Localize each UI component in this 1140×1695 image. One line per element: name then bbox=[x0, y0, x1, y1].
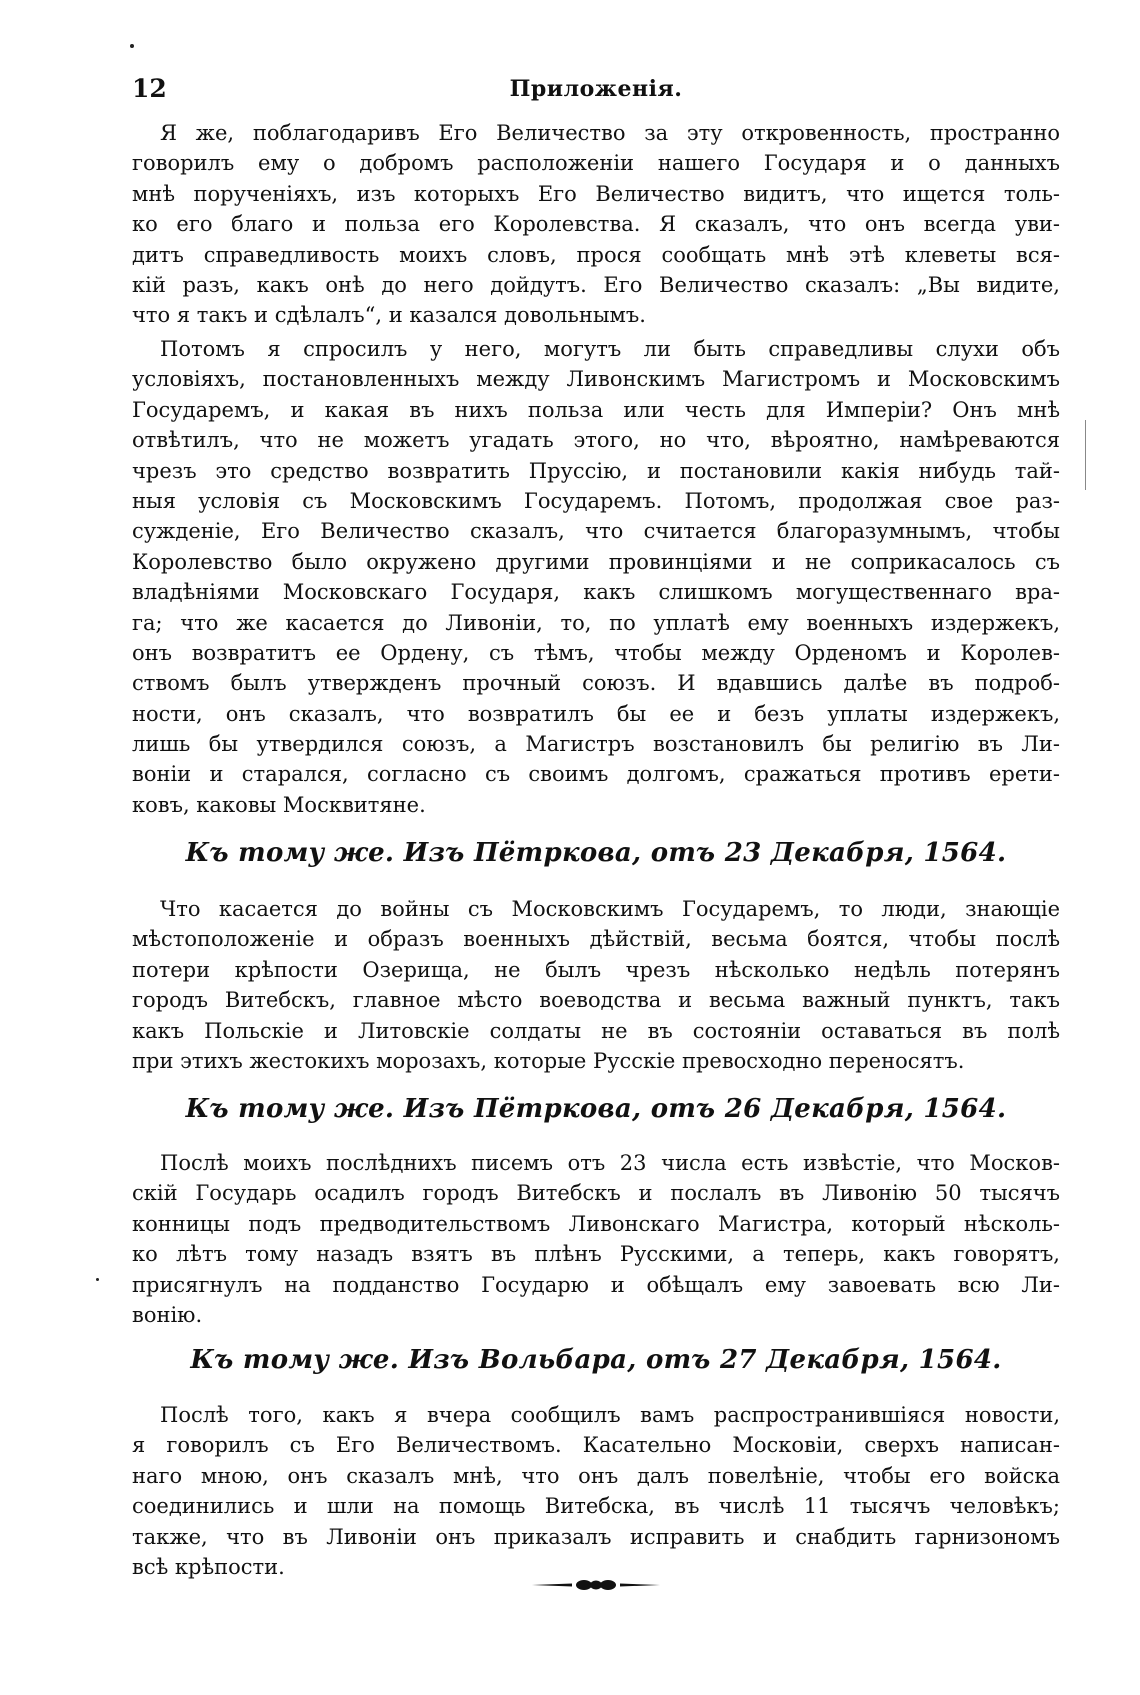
text-line: ковъ, каковы Москвитяне. bbox=[132, 792, 426, 817]
text-line: Потомъ я спросилъ у него, могутъ ли быть справедливы слухи объ bbox=[160, 337, 1060, 361]
text-line: потери крѣпости Озерища, не былъ чрезъ нѣсколько недѣль потерянъ bbox=[132, 957, 1060, 982]
section-body bbox=[132, 1148, 1060, 1330]
text-line: городъ Витебскъ, главное мѣсто воеводства и весьма важный пунктъ, такъ bbox=[132, 988, 1060, 1013]
text-line: какъ Польскіе и Литовскіе солдаты не въ состояніи оставаться въ полѣ bbox=[132, 1018, 1060, 1043]
text-line: я говорилъ съ Его Величествомъ. Касательно Московіи, сверхъ написан- bbox=[132, 1433, 1060, 1458]
text-line: при этихъ жестокихъ морозахъ, которые Русскіе превосходно переносятъ. bbox=[132, 1048, 965, 1073]
section-heading: Къ тому же. Изъ Пётркова, отъ 23 Декабря, 1564. bbox=[185, 838, 1007, 868]
text-line: скій Государь осадилъ городъ Витебскъ и послалъ въ Ливонію 50 тысячъ bbox=[132, 1181, 1060, 1206]
text-line: дитъ справедливость моихъ словъ, прося сообщать мнѣ этѣ клеветы вся- bbox=[132, 242, 1060, 267]
text-line: что я такъ и сдѣлалъ“, и казался довольнымъ. bbox=[132, 303, 646, 328]
text-line: мѣстоположеніе и образъ военныхъ дѣйствій, весьма боятся, чтобы послѣ bbox=[132, 927, 1060, 952]
text-line: отвѣтилъ, что не можетъ угадать этого, но что, вѣроятно, намѣреваются bbox=[132, 428, 1060, 453]
text-line: ныя условія съ Московскимъ Государемъ. Потомъ, продолжая свое раз- bbox=[132, 488, 1060, 513]
text-line: говорилъ ему о добромъ расположеніи нашего Государя и о данныхъ bbox=[132, 151, 1060, 176]
text-line: Королевство было окружено другими провинціями и не соприкасалось съ bbox=[132, 549, 1060, 574]
text-line: Я же, поблагодаривъ Его Величество за эту откровенность, пространно bbox=[160, 121, 1060, 145]
text-line: присягнулъ на подданство Государю и обѣщалъ ему завоевать всю Ли- bbox=[132, 1272, 1060, 1297]
text-line: Государемъ, и какая въ нихъ польза или честь для Имперіи? Онъ мнѣ bbox=[132, 397, 1060, 422]
text-line: ности, онъ сказалъ, что возвратилъ бы ее и безъ уплаты издержекъ, bbox=[132, 701, 1060, 726]
text-line: также, что въ Ливоніи онъ приказалъ исправить и снабдить гарнизономъ bbox=[132, 1524, 1060, 1549]
text-line: ко его благо и польза его Королевства. Я сказалъ, что онъ всегда уви- bbox=[132, 212, 1060, 237]
text-line: кій разъ, какъ онѣ до него дойдутъ. Его Величество сказалъ: „Вы видите, bbox=[132, 272, 1060, 297]
text-line: онъ возвратитъ ее Ордену, съ тѣмъ, чтобы между Орденомъ и Королев- bbox=[132, 640, 1060, 665]
closing-ornament bbox=[532, 1578, 660, 1592]
text-line: условіяхъ, постановленныхъ между Ливонскимъ Магистромъ и Московскимъ bbox=[132, 367, 1060, 392]
running-head bbox=[132, 74, 1060, 114]
text-line: Послѣ моихъ послѣднихъ писемъ отъ 23 числа есть извѣстіе, что Москов- bbox=[160, 1151, 1060, 1175]
text-line: Что касается до войны съ Московскимъ Государемъ, то люди, знающіе bbox=[160, 897, 1060, 921]
text-line: вонію. bbox=[132, 1302, 203, 1327]
paragraph bbox=[132, 334, 1060, 820]
text-line: лишь бы утвердился союзъ, а Магистръ возстановилъ бы религію въ Ли- bbox=[132, 732, 1060, 757]
text-line: ко лѣтъ тому назадъ взятъ въ плѣнъ Русскими, а теперь, какъ говорятъ, bbox=[132, 1242, 1060, 1267]
text-line: наго мною, онъ сказалъ мнѣ, что онъ далъ повелѣніе, чтобы его войска bbox=[132, 1463, 1060, 1488]
scan-edge-line bbox=[1085, 420, 1086, 490]
section-heading: Къ тому же. Изъ Вольбара, отъ 27 Декабря, 1564. bbox=[190, 1345, 1002, 1375]
running-title: Приложенія. bbox=[509, 76, 683, 102]
text-line: мнѣ порученіяхъ, изъ которыхъ Его Величество видитъ, что ищется толь- bbox=[132, 181, 1060, 206]
section-body bbox=[132, 894, 1060, 1076]
section-heading: Къ тому же. Изъ Пётркова, отъ 26 Декабря, 1564. bbox=[185, 1094, 1007, 1124]
page-number: 12 bbox=[132, 74, 167, 103]
text-line: всѣ крѣпости. bbox=[132, 1554, 285, 1579]
ink-speck bbox=[96, 1278, 99, 1281]
text-line: чрезъ это средство возвратить Пруссію, и постановили какія нибудь тай- bbox=[132, 458, 1060, 483]
text-line: га; что же касается до Ливоніи, то, по уплатѣ ему военныхъ издержекъ, bbox=[132, 610, 1060, 635]
text-line: Послѣ того, какъ я вчера сообщилъ вамъ распространившіяся новости, bbox=[160, 1403, 1060, 1427]
section-body bbox=[132, 1400, 1060, 1582]
text-line: владѣніями Московскаго Государя, какъ слишкомъ могущественнаго вра- bbox=[132, 580, 1060, 605]
text-line: соединились и шли на помощь Витебска, въ числѣ 11 тысячъ человѣкъ; bbox=[132, 1494, 1060, 1519]
text-line: сужденіе, Его Величество сказалъ, что считается благоразумнымъ, чтобы bbox=[132, 519, 1060, 544]
text-line: конницы подъ предводительствомъ Ливонскаго Магистра, который нѣсколь- bbox=[132, 1211, 1060, 1236]
text-line: ствомъ былъ утвержденъ прочный союзъ. И вдавшись далѣе въ подроб- bbox=[132, 671, 1060, 696]
text-line: воніи и старался, согласно съ своимъ долгомъ, сражаться противъ ерети- bbox=[132, 762, 1060, 787]
ink-speck bbox=[130, 44, 134, 48]
paragraph bbox=[132, 118, 1060, 331]
